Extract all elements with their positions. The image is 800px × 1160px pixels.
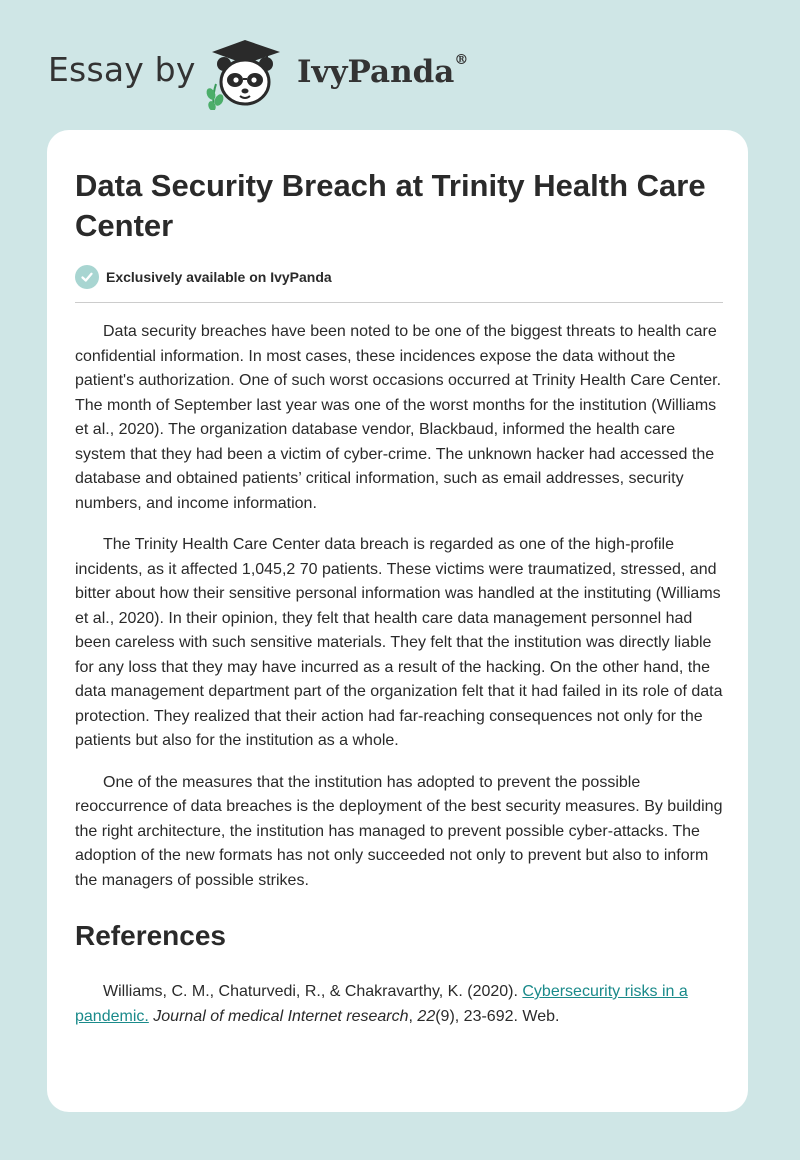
- paragraph: One of the measures that the institution has adopted to prevent the possible reoccurrence of data breaches is the deployment of the best security measures. By building the right architecture, the institution has managed to prevent possible cyber-attacks. The adoption of the new formats has not only succeeded not only to prevent but also to inform the managers of possible strikes.: [75, 773, 723, 889]
- reference-authors: Williams, C. M., Chaturvedi, R., & Chakravarthy, K. (2020).: [103, 983, 523, 1000]
- paragraph: Data security breaches have been noted to be one of the biggest threats to health care confidential information. In most cases, these incidences expose the data without the patient's authorization. One of such worst occasions occurred at Trinity Health Care Center. The month of September last year was one of the worst months for the institution (Williams et al., 2020). The organization database vendor, Blackbaud, informed the health care system that they had been a victim of cyber-crime. The unknown hacker had accessed the database and obtained patients’ critical information, such as email addresses, security numbers, and income information.: [75, 323, 722, 512]
- check-icon: [75, 265, 99, 289]
- essay-title: Data Security Breach at Trinity Health Care Center: [75, 168, 706, 243]
- brand-name[interactable]: IvyPanda®: [297, 52, 469, 90]
- reference-entry: Williams, C. M., Chaturvedi, R., & Chakravarthy, K. (2020). Cybersecurity risks in a pandemic. Journal of medical Internet research, 22(9), 23-692. Web.: [75, 983, 688, 1025]
- reference-volume: 22: [417, 1007, 436, 1025]
- panda-logo-icon[interactable]: [200, 36, 290, 110]
- essay-by-label: Essay by: [48, 50, 196, 89]
- exclusive-badge: [75, 264, 332, 290]
- site-header: [0, 0, 800, 130]
- divider: [75, 302, 723, 303]
- reference-link[interactable]: Cybersecurity risks in a pandemic.: [75, 983, 688, 1025]
- reference-journal: Journal of medical Internet research: [153, 1007, 409, 1025]
- reference-rest: (9), 23-692. Web.: [435, 1007, 560, 1025]
- paragraph: The Trinity Health Care Center data breach is regarded as one of the high-profile incidents, as it affected 1,045,2 70 patients. These victims were traumatized, stressed, and bitter about how their sensitive personal information was handled at the instituting (Williams et al., 2020). In their opinion, they felt that health care data management personnel had been careless with such sensitive materials. They felt that the institution was directly liable for any loss that they may have incurred as a result of the hacking. On the other hand, the data management department part of the organization felt that it had failed in its role of data protection. They realized that their action had far-reaching consequences not only for the patients but also for the institution as a whole.: [75, 536, 723, 749]
- references-heading: References: [75, 920, 226, 951]
- exclusive-label: Exclusively available on IvyPanda: [106, 269, 332, 285]
- essay-card: [47, 130, 748, 1112]
- essay-body: [75, 320, 725, 910]
